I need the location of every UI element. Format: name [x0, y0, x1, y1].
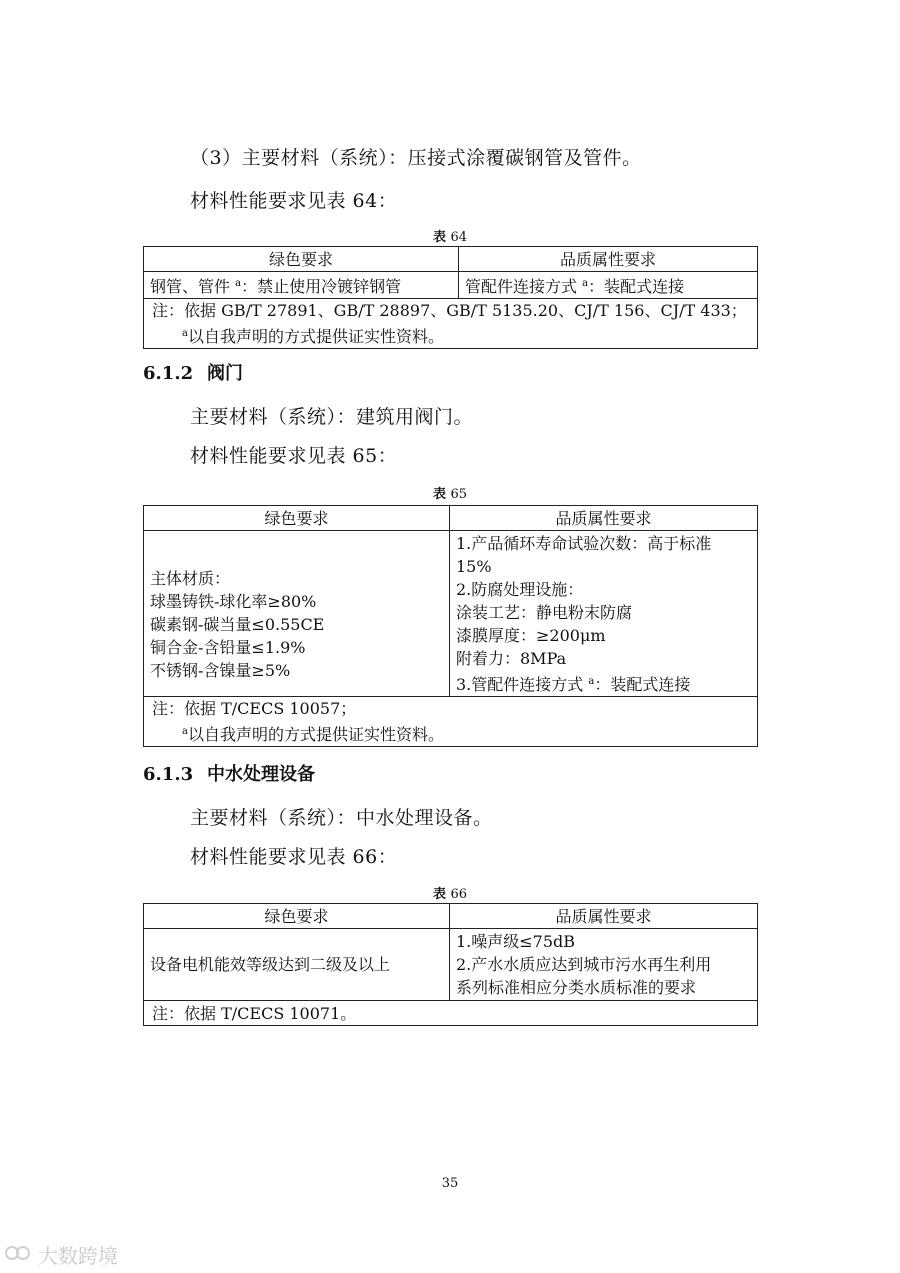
table-reference: 材料性能要求见表 65： [190, 445, 398, 467]
table-reference: 材料性能要求见表 64： [190, 190, 398, 212]
column-header-quality: 品质属性要求 [450, 904, 758, 929]
table-reference: 材料性能要求见表 66： [190, 846, 398, 868]
green-requirement-cell: 设备电机能效等级达到二级及以上 [144, 929, 450, 1001]
table-note: 注：依据 GB/T 27891、GB/T 28897、GB/T 5135.20、CJ/T 156、CJ/T 433； $^a$以自我声明的方式提供证实性资料。 [144, 299, 758, 349]
green-requirement-cell: 主体材质： 球墨铸铁-球化率≥80% 碳素钢-碳当量≤0.55CE 铜合金-含铅量≤1.9% 不锈钢-含镍量≥5% [144, 531, 450, 697]
column-header-quality: 品质属性要求 [450, 506, 758, 531]
table-caption: 表 66 [432, 887, 468, 902]
column-header-green: 绿色要求 [144, 506, 450, 531]
quality-requirement-cell: 1.产品循环寿命试验次数：高于标准 15% 2.防腐处理设施： 涂装工艺：静电粉末防腐 漆膜厚度：≥200μm 附着力：8MPa 3.管配件连接方式 $^a$：装配式连接 [450, 531, 758, 697]
column-header-green: 绿色要求 [144, 247, 459, 272]
green-requirement-cell: 钢管、管件 $^a$：禁止使用冷镀锌钢管 [144, 272, 459, 299]
quality-requirement-cell: 1.噪声级≤75dB 2.产水水质应达到城市污水再生利用 系列标准相应分类水质标准的要求 [450, 929, 758, 1001]
table-note: 注：依据 T/CECS 10057； $^a$以自我声明的方式提供证实性资料。 [144, 697, 758, 747]
table-caption: 表 64 [432, 230, 468, 245]
watermark-text: 大数跨境 [38, 1244, 118, 1268]
watermark-logo-icon [4, 1243, 38, 1268]
watermark [4, 1240, 118, 1269]
table-65 [143, 505, 758, 747]
column-header-quality: 品质属性要求 [459, 247, 758, 272]
table-64 [143, 246, 758, 349]
quality-requirement-cell: 管配件连接方式 $^a$：装配式连接 [459, 272, 758, 299]
intro-paragraph: 主要材料（系统）：中水处理设备。 [190, 807, 493, 829]
intro-paragraph: 主要材料（系统）：建筑用阀门。 [190, 406, 474, 428]
table-caption: 表 65 [432, 487, 468, 502]
table-note: 注：依据 T/CECS 10071。 [144, 1001, 758, 1026]
section-heading: 6.1.3 中水处理设备 [143, 764, 315, 785]
page-number: 35 [441, 1176, 459, 1191]
column-header-green: 绿色要求 [144, 904, 450, 929]
section-heading: 6.1.2 阀门 [143, 363, 243, 384]
table-66 [143, 903, 758, 1026]
intro-paragraph: （3）主要材料（系统）：压接式涂覆碳钢管及管件。 [190, 147, 642, 169]
